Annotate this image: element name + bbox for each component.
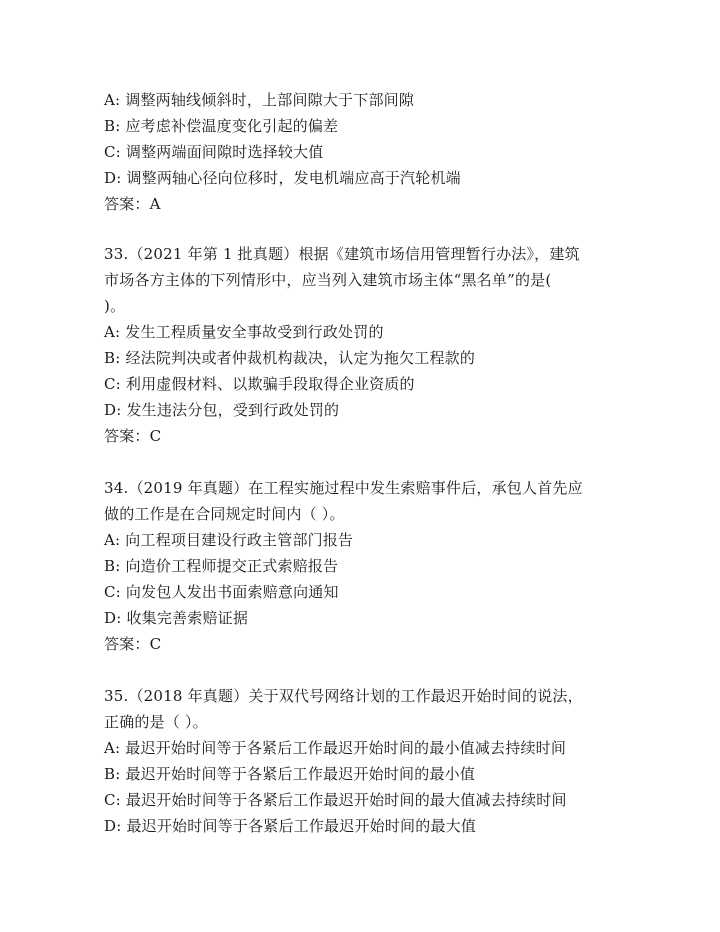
q34-option-d: D: 收集完善索赔证据 <box>104 609 249 627</box>
q35-stem-line-1: 35.（2018 年真题）关于双代号网络计划的工作最迟开始时间的说法， <box>104 687 583 705</box>
q34-option-b: B: 向造价工程师提交正式索赔报告 <box>104 557 339 575</box>
q33-stem-line-2: 市场各方主体的下列情形中，应当列入建筑市场主体“黑名单”的是( <box>104 271 552 289</box>
q32-answer: 答案：A <box>104 195 161 213</box>
q32-option-c: C: 调整两端面间隙时选择较大值 <box>104 143 324 161</box>
q34-answer: 答案：C <box>104 635 162 653</box>
q35-option-a: A: 最迟开始时间等于各紧后工作最迟开始时间的最小值减去持续时间 <box>104 739 567 757</box>
q34-option-a: A: 向工程项目建设行政主管部门报告 <box>104 531 354 549</box>
q32-option-a: A: 调整两轴线倾斜时，上部间隙大于下部间隙 <box>104 91 415 109</box>
q33-option-c: C: 利用虚假材料、以欺骗手段取得企业资质的 <box>104 375 415 393</box>
q35-option-b: B: 最迟开始时间等于各紧后工作最迟开始时间的最小值 <box>104 765 476 783</box>
q33-option-a: A: 发生工程质量安全事故受到行政处罚的 <box>104 323 384 341</box>
q33-answer: 答案：C <box>104 427 162 445</box>
q33-stem-line-1: 33.（2021 年第 1 批真题）根据《建筑市场信用管理暂行办法》，建筑 <box>104 245 580 263</box>
q33-stem-line-3: )。 <box>104 297 126 315</box>
q35-stem-line-2: 正确的是（ ）。 <box>104 713 208 731</box>
q34-stem-line-1: 34.（2019 年真题）在工程实施过程中发生索赔事件后，承包人首先应 <box>104 479 583 497</box>
q35-option-d: D: 最迟开始时间等于各紧后工作最迟开始时间的最大值 <box>104 817 477 835</box>
q32-option-d: D: 调整两轴心径向位移时，发电机端应高于汽轮机端 <box>104 169 461 187</box>
q33-option-d: D: 发生违法分包，受到行政处罚的 <box>104 401 340 419</box>
q34-stem-line-2: 做的工作是在合同规定时间内（ ）。 <box>104 505 345 523</box>
q35-option-c: C: 最迟开始时间等于各紧后工作最迟开始时间的最大值减去持续时间 <box>104 791 567 809</box>
q32-option-b: B: 应考虑补偿温度变化引起的偏差 <box>104 117 339 135</box>
q34-option-c: C: 向发包人发出书面索赔意向通知 <box>104 583 339 601</box>
q33-option-b: B: 经法院判决或者仲裁机构裁决，认定为拖欠工程款的 <box>104 349 476 367</box>
